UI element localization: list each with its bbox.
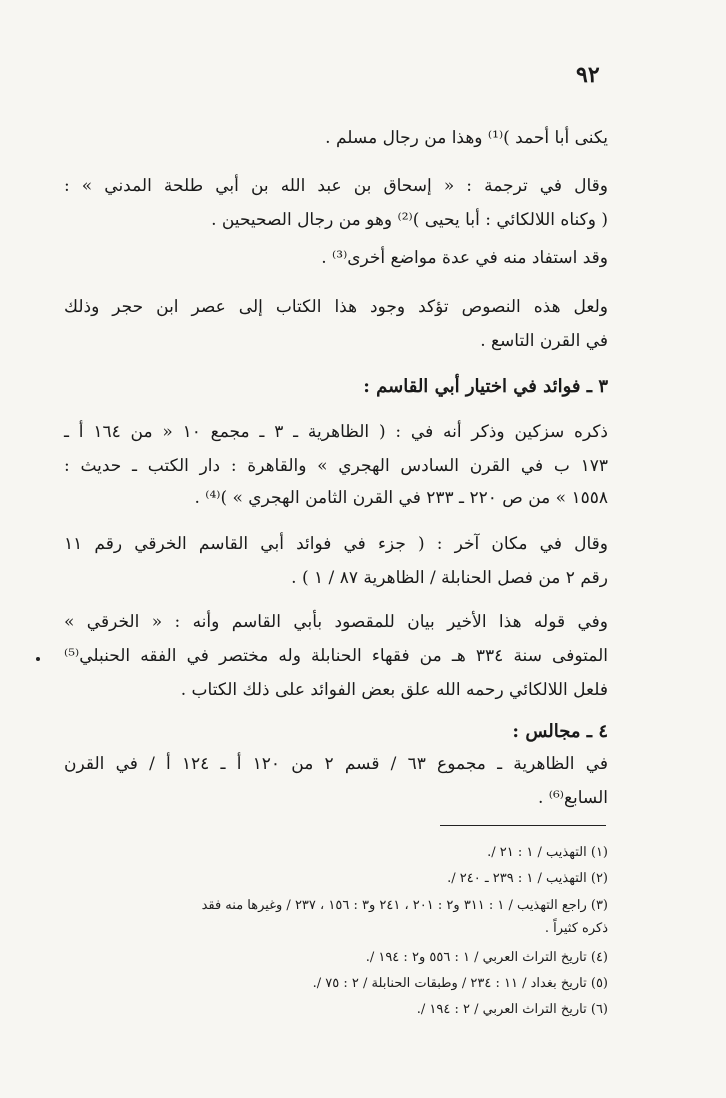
- footnote: (٣) راجع التهذيب / ١ : ٣١١ و٢ : ٢٠١ ، ٢٤١ و٣ : ١٥٦ ، ٢٣٧ / وغيرها منه فقد: [201, 898, 608, 913]
- section-heading: ٣ ـ فوائد في اختيار أبي القاسم :: [363, 376, 608, 397]
- section-heading: ٤ ـ مجالس :: [512, 721, 608, 742]
- body-line: وقال في ترجمة : « إسحاق بن عبد الله بن أبي طلحة المدني » :: [64, 176, 608, 196]
- body-line: يكنى أبا أحمد )⁽¹⁾ وهذا من رجال مسلم .: [325, 128, 608, 148]
- body-line: السابع⁽⁶⁾ .: [537, 788, 608, 808]
- footnote: (٦) تاريخ التراث العربي / ٢ : ١٩٤ /.: [416, 1002, 608, 1017]
- footnote: (٥) تاريخ بغداد / ١١ : ٢٣٤ / وطبقات الحنابلة / ٢ : ٧٥ /.: [312, 976, 608, 991]
- footnote: (٤) تاريخ التراث العربي / ١ : ٥٥٦ و٢ : ١٩٤ /.: [365, 950, 608, 965]
- body-line: ١٥٥٨ » من ص ٢٢٠ ـ ٢٣٣ في القرن الثامن الهجري » )⁽⁴⁾ .: [194, 488, 608, 508]
- body-line: ( وكناه اللالكائي : أبا يحيى )⁽²⁾ وهو من رجال الصحيحين .: [211, 210, 608, 230]
- footnote: ذكره كثيراً .: [544, 921, 608, 936]
- body-line: المتوفى سنة ٣٣٤ هـ من فقهاء الحنابلة وله مختصر في الفقه الحنبلي⁽⁵⁾: [64, 646, 608, 666]
- margin-dot: [36, 657, 40, 661]
- body-line: ١٧٣ ب في القرن السادس الهجري » والقاهرة : دار الكتب ـ حديث :: [64, 456, 608, 476]
- body-line: وقال في مكان آخر : ( جزء في فوائد أبي القاسم الخرقي رقم ١١: [64, 534, 608, 554]
- body-line: ولعل هذه النصوص تؤكد وجود هذا الكتاب إلى عصر ابن حجر وذلك: [64, 297, 608, 317]
- body-line: في القرن التاسع .: [480, 331, 608, 351]
- body-line: ذكره سزكين وذكر أنه في : ( الظاهرية ـ ٣ ـ مجمع ١٠ « من ١٦٤ أ ـ: [64, 422, 608, 442]
- footnote: (٢) التهذيب / ١ : ٢٣٩ ـ ٢٤٠ /.: [447, 871, 608, 886]
- footnote: (١) التهذيب / ١ : ٢١ /.: [487, 845, 608, 860]
- body-line: رقم ٢ من فصل الحنابلة / الظاهرية ٨٧ / ١ ) .: [291, 568, 608, 588]
- body-line: في الظاهرية ـ مجموع ٦٣ / قسم ٢ من ١٢٠ أ ـ ١٢٤ أ / في القرن: [64, 754, 608, 774]
- body-line: وقد استفاد منه في عدة مواضع أخرى⁽³⁾ .: [321, 248, 608, 268]
- page-number: ٩٢: [576, 62, 600, 88]
- body-line: وفي قوله هذا الأخير بيان للمقصود بأبي القاسم وأنه : « الخرقي »: [64, 612, 608, 632]
- body-line: فلعل اللالكائي رحمه الله علق بعض الفوائد على ذلك الكتاب .: [180, 680, 608, 700]
- footnote-divider: [440, 825, 606, 826]
